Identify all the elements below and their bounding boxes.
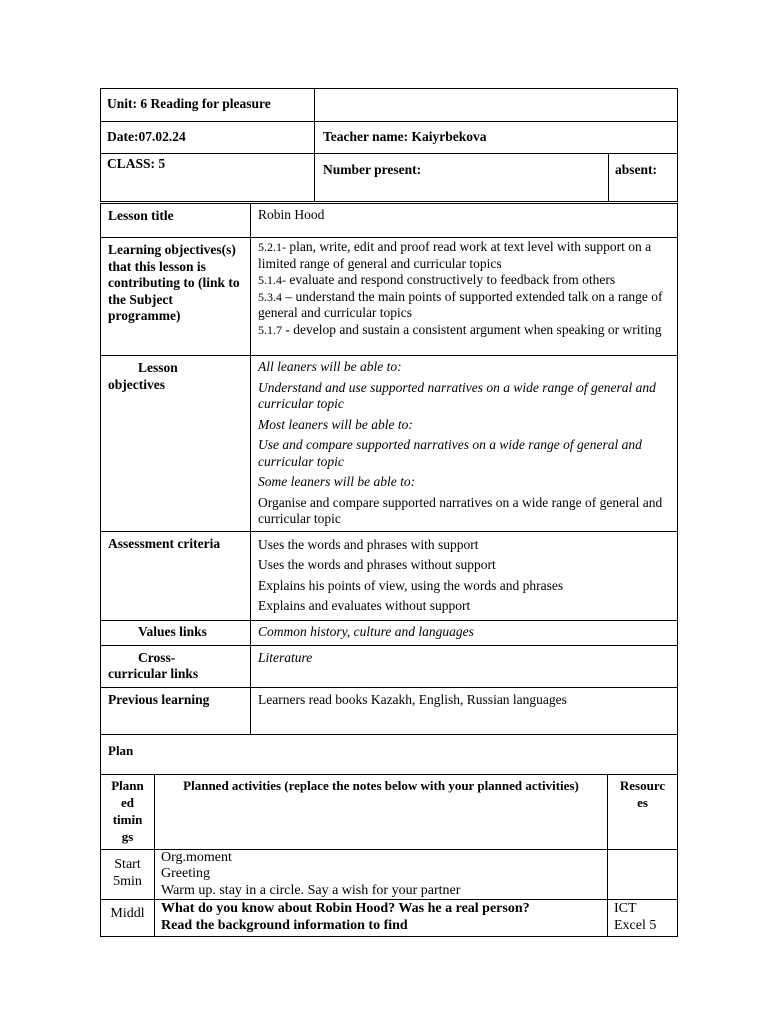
previous-learning-row	[101, 687, 678, 734]
assessment-list	[251, 531, 678, 620]
plan-title: Plan	[101, 734, 678, 774]
values-links-label: Values links	[101, 620, 251, 645]
lesson-title-row	[101, 204, 678, 238]
plan-row-start	[101, 849, 678, 900]
cross-curricular-label: Cross- curricular links	[101, 645, 251, 687]
plan-table	[100, 734, 678, 938]
plan-header-row	[101, 774, 678, 849]
lesson-details-table	[100, 203, 678, 735]
start-activities: Org.moment Greeting Warm up. stay in a circle. Say a wish for your partner	[155, 849, 608, 900]
objective-item: 5.2.1- plan, write, edit and proof read work at text level with support on a limited range of general and curricular topics	[258, 239, 652, 271]
objective-item: 5.1.4- evaluate and respond constructively to feedback from others	[258, 272, 616, 287]
lesson-objectives-row	[101, 356, 678, 532]
header-table	[100, 88, 678, 202]
all-learners-heading: All leaners will be able to:	[258, 359, 402, 374]
previous-learning-label: Previous learning	[101, 687, 251, 734]
learning-objectives-row	[101, 238, 678, 356]
objective-item: 5.3.4 – understand the main points of supported extended talk on a range of general and curricular topics	[258, 288, 663, 320]
previous-learning-value: Learners read books Kazakh, English, Russian languages	[251, 687, 678, 734]
start-timing: Start 5min	[101, 849, 155, 900]
plan-row-middle	[101, 900, 678, 937]
assessment-item: Uses the words and phrases without support	[258, 557, 496, 572]
activities-header: Planned activities (replace the notes below with your planned activities)	[155, 774, 608, 849]
assessment-label: Assessment criteria	[101, 531, 251, 620]
values-links-row	[101, 620, 678, 645]
lesson-objectives-label: Lesson objectives	[101, 356, 251, 532]
timings-header: Plann ed timin gs	[101, 774, 155, 849]
cross-curricular-value: Literature	[251, 645, 678, 687]
start-resources	[608, 849, 678, 900]
assessment-row	[101, 531, 678, 620]
lesson-objectives-content	[251, 356, 678, 532]
some-learners-heading: Some leaners will be able to:	[258, 474, 416, 489]
cross-curricular-row	[101, 645, 678, 687]
middle-timing: Middl	[101, 900, 155, 937]
assessment-item: Explains and evaluates without support	[258, 598, 471, 613]
values-links-value: Common history, culture and languages	[251, 620, 678, 645]
number-present-cell: Number present:	[315, 154, 609, 202]
lesson-plan-document	[100, 88, 677, 937]
objective-item: 5.1.7 - develop and sustain a consistent argument when speaking or writing	[258, 321, 662, 337]
plan-title-row	[101, 734, 678, 774]
unit-cell: Unit: 6 Reading for pleasure	[101, 89, 315, 122]
middle-resources: ICT Excel 5	[608, 900, 678, 937]
unit-empty-cell	[315, 89, 678, 122]
learning-objectives-list	[251, 238, 678, 356]
most-learners-heading: Most leaners will be able to:	[258, 416, 413, 432]
most-learners-text: Use and compare supported narratives on a wide range of general and curricular topic	[258, 437, 642, 469]
teacher-name-cell: Teacher name: Kaiyrbekova	[315, 122, 678, 154]
assessment-item: Uses the words and phrases with support	[258, 536, 479, 552]
middle-activities: What do you know about Robin Hood? Was he a real person? Read the background information to find	[155, 900, 608, 937]
class-cell: CLASS: 5	[101, 154, 315, 202]
date-cell: Date:07.02.24	[101, 122, 315, 154]
learning-objectives-label: Learning objectives(s) that this lesson is contributing to (link to the Subject programme)	[101, 238, 251, 356]
assessment-item: Explains his points of view, using the words and phrases	[258, 577, 564, 593]
lesson-title-value: Robin Hood	[251, 204, 678, 238]
all-learners-text: Understand and use supported narratives on a wide range of general and curricular topic	[258, 379, 656, 411]
resources-header: Resourc es	[608, 774, 678, 849]
lesson-title-label: Lesson title	[101, 204, 251, 238]
absent-cell: absent:	[609, 154, 678, 202]
some-learners-text: Organise and compare supported narratives on a wide range of general and curricular topic	[258, 494, 663, 526]
